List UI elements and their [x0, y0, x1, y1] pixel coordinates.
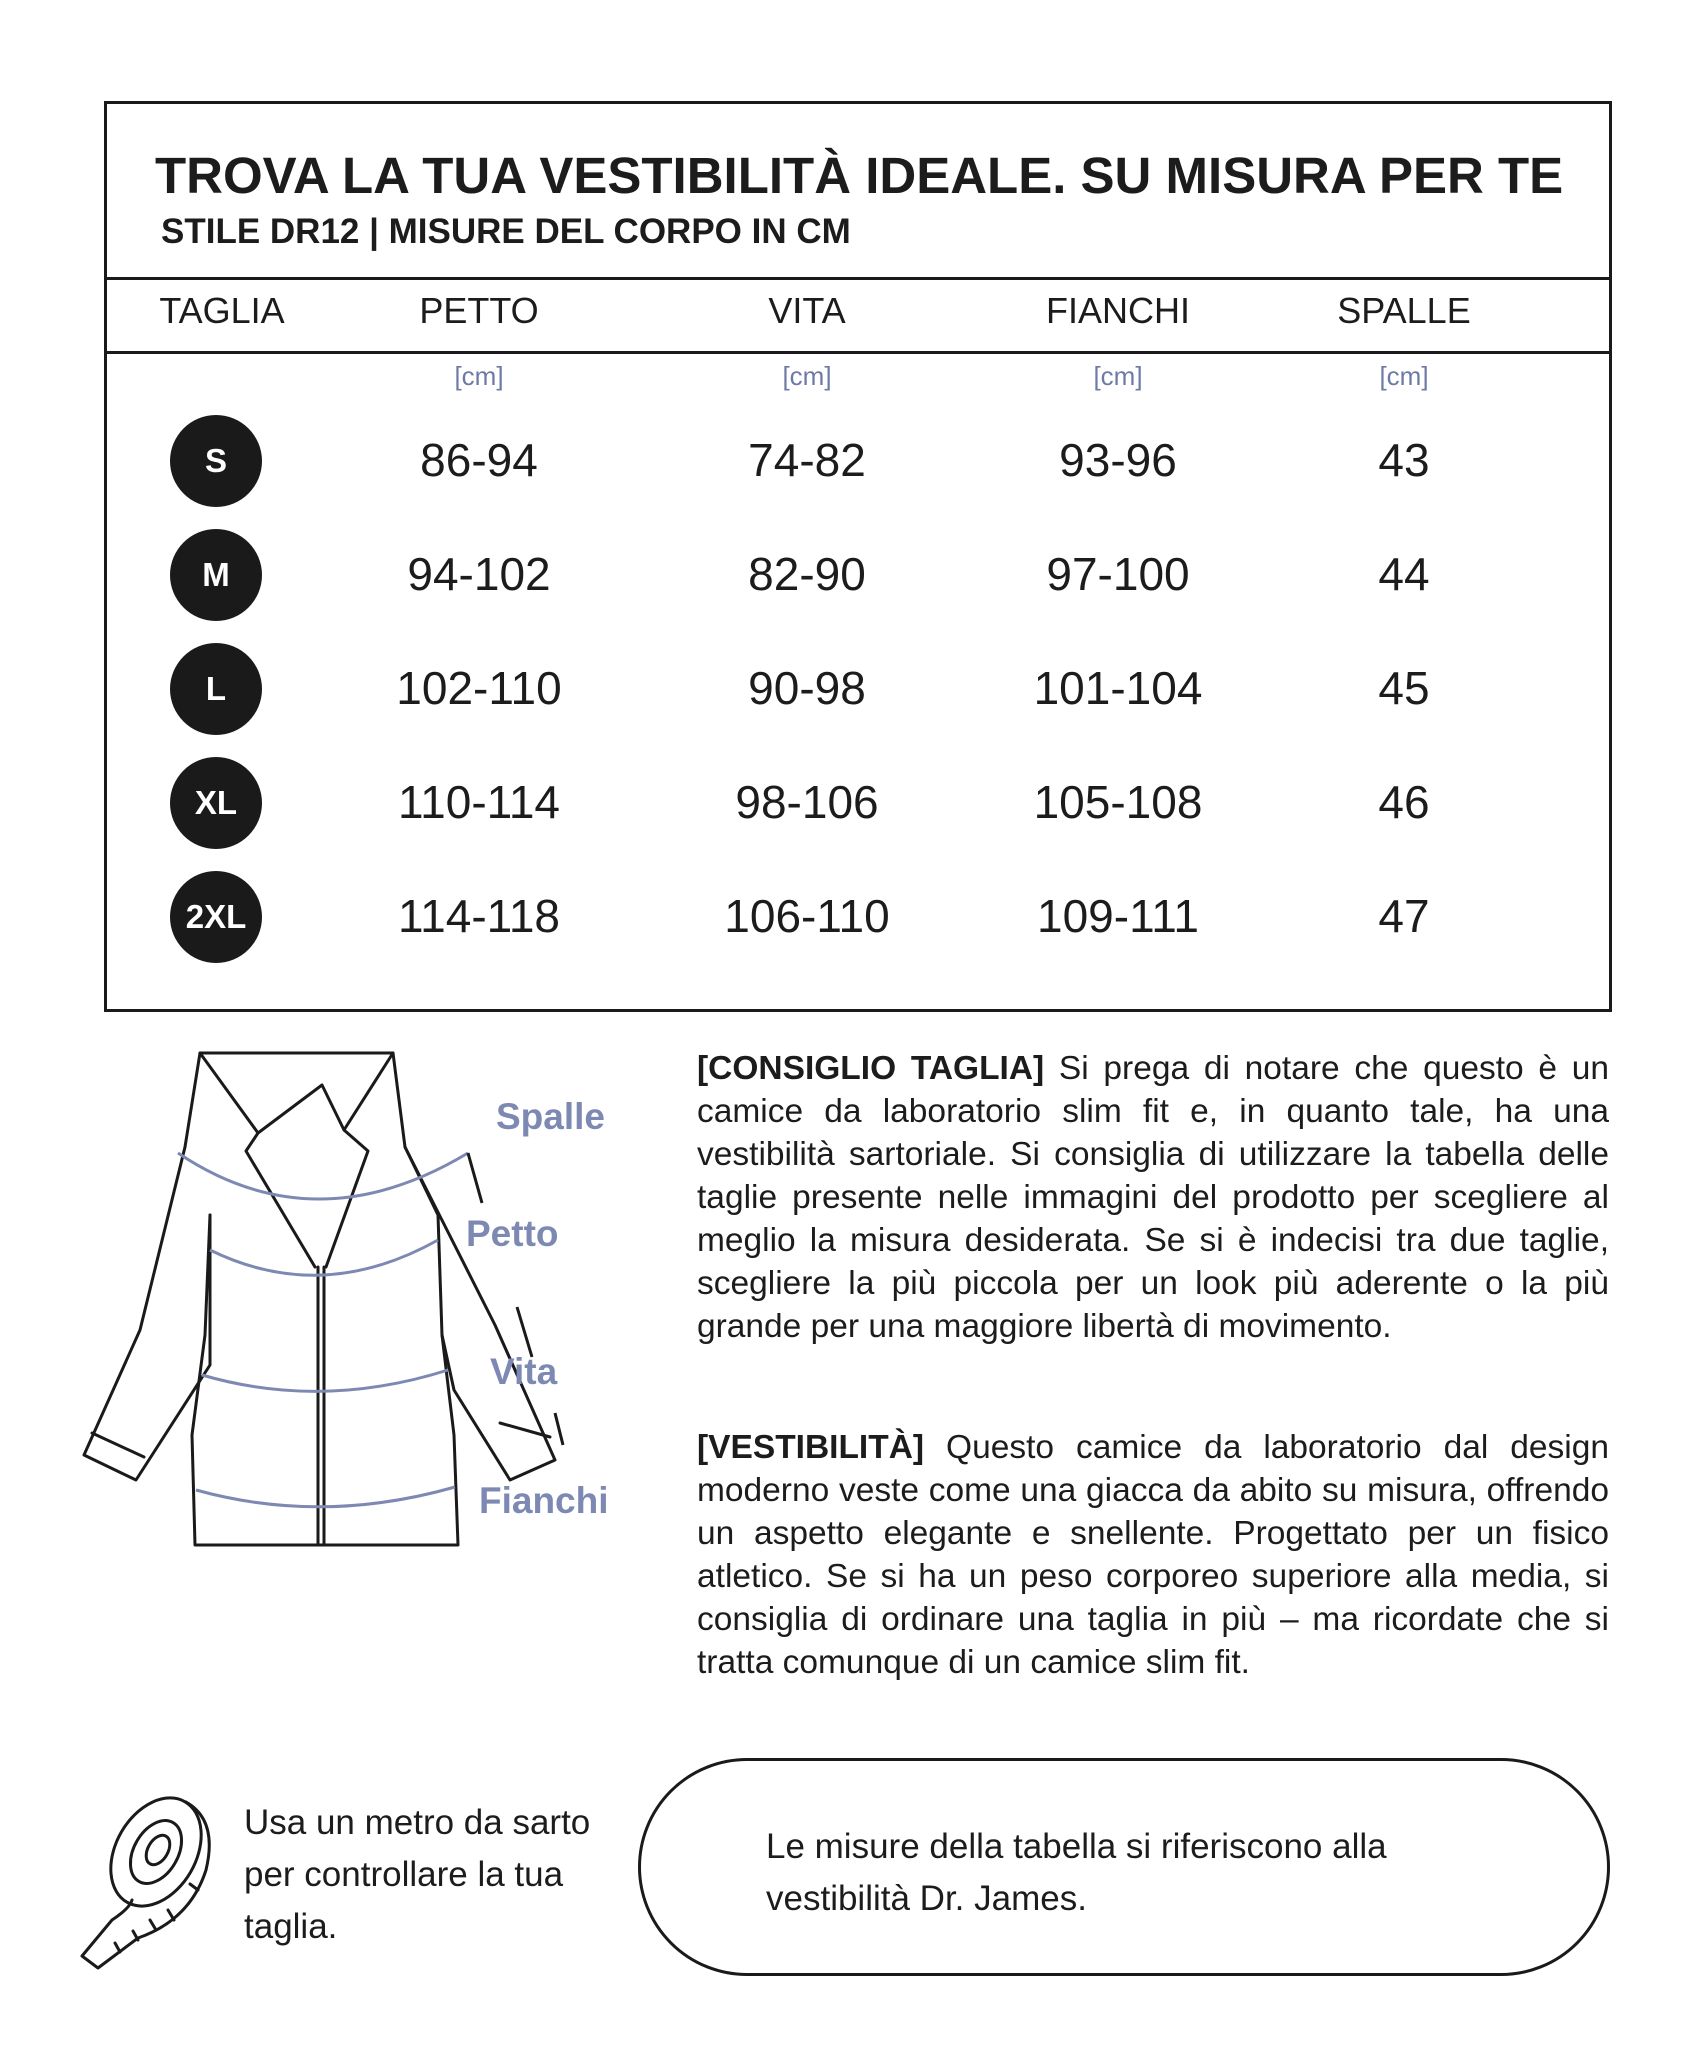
size-badge-s: S	[170, 415, 262, 507]
cell-xl-petto: 110-114	[398, 776, 560, 828]
cell-m-fianchi: 97-100	[1046, 548, 1190, 600]
size-advice-heading: [CONSIGLIO TAGLIA]	[697, 1050, 1045, 1087]
size-chart-table	[104, 101, 1612, 1012]
size-badge-2xl: 2XL	[170, 871, 262, 963]
unit-label-fianchi: [cm]	[1093, 361, 1143, 391]
size-advice-paragraph	[697, 1047, 1609, 1348]
column-header-vita: VITA	[768, 290, 846, 331]
fit-advice-text: Questo camice da laboratorio dal design moderno veste come una giacca da abito su misura, offrendo un aspetto elegante e snellente. Progettato per un fisico atletico. Se si ha un peso corporeo superiore alla media, si consiglia di ordinare una taglia in più – ma ricordate che si tratta comunque di un camice slim fit.	[697, 1429, 1609, 1681]
cell-l-fianchi: 101-104	[1033, 662, 1203, 714]
column-header-petto: PETTO	[419, 290, 539, 331]
cell-s-spalle: 43	[1378, 434, 1430, 486]
unit-label-petto: [cm]	[454, 361, 504, 391]
diagram-label-fianchi: Fianchi	[479, 1480, 609, 1521]
cell-xl-vita: 98-106	[735, 776, 879, 828]
cell-s-petto: 86-94	[420, 434, 538, 486]
cell-m-petto: 94-102	[407, 548, 551, 600]
cell-s-vita: 74-82	[748, 434, 866, 486]
column-header-spalle: SPALLE	[1337, 290, 1471, 331]
cell-m-spalle: 44	[1378, 548, 1430, 600]
size-badge-xl: XL	[170, 757, 262, 849]
diagram-label-vita: Vita	[490, 1351, 558, 1392]
column-header-taglia: TAGLIA	[159, 290, 285, 331]
cell-2xl-fianchi: 109-111	[1037, 890, 1199, 942]
diagram-label-spalle: Spalle	[496, 1096, 605, 1137]
cell-2xl-spalle: 47	[1378, 890, 1430, 942]
cell-l-petto: 102-110	[396, 662, 562, 714]
fit-advice-heading: [VESTIBILITÀ]	[697, 1429, 925, 1466]
fit-note-box	[638, 1758, 1610, 1976]
header-divider	[107, 277, 1609, 280]
column-header-fianchi: FIANCHI	[1046, 290, 1190, 331]
cell-xl-spalle: 46	[1378, 776, 1430, 828]
tape-instruction: Usa un metro da sarto per controllare la tua taglia.	[244, 1803, 591, 1946]
page-title: TROVA LA TUA VESTIBILITÀ IDEALE. SU MISURA PER TE	[155, 147, 1564, 204]
column-header-divider	[107, 351, 1609, 354]
size-badge-l: L	[170, 643, 262, 735]
unit-label-spalle: [cm]	[1379, 361, 1429, 391]
unit-label-vita: [cm]	[782, 361, 832, 391]
size-badge-m: M	[170, 529, 262, 621]
diagram-label-petto: Petto	[466, 1213, 559, 1254]
page-subtitle: STILE DR12 | MISURE DEL CORPO IN CM	[161, 212, 851, 251]
cell-l-spalle: 45	[1378, 662, 1430, 714]
cell-l-vita: 90-98	[748, 662, 866, 714]
cell-s-fianchi: 93-96	[1059, 434, 1177, 486]
cell-m-vita: 82-90	[748, 548, 866, 600]
size-advice-text: Si prega di notare che questo è un camice da laboratorio slim fit e, in quanto tale, ha una vestibilità sartoriale. Si consiglia di utilizzare la tabella delle taglie presente nelle immagini del prodotto per scegliere al meglio la misura desiderata. Se si è indecisi tra due taglie, scegliere la più piccola per un look più aderente o la più grande per una maggiore libertà di movimento.	[697, 1050, 1609, 1345]
measuring-tape-icon	[78, 1790, 238, 1975]
fit-note-text: Le misure della tabella si riferiscono alla vestibilità Dr. James.	[766, 1827, 1387, 1918]
cell-xl-fianchi: 105-108	[1033, 776, 1203, 828]
fit-advice-paragraph	[697, 1426, 1609, 1684]
cell-2xl-petto: 114-118	[398, 890, 560, 942]
cell-2xl-vita: 106-110	[724, 890, 890, 942]
